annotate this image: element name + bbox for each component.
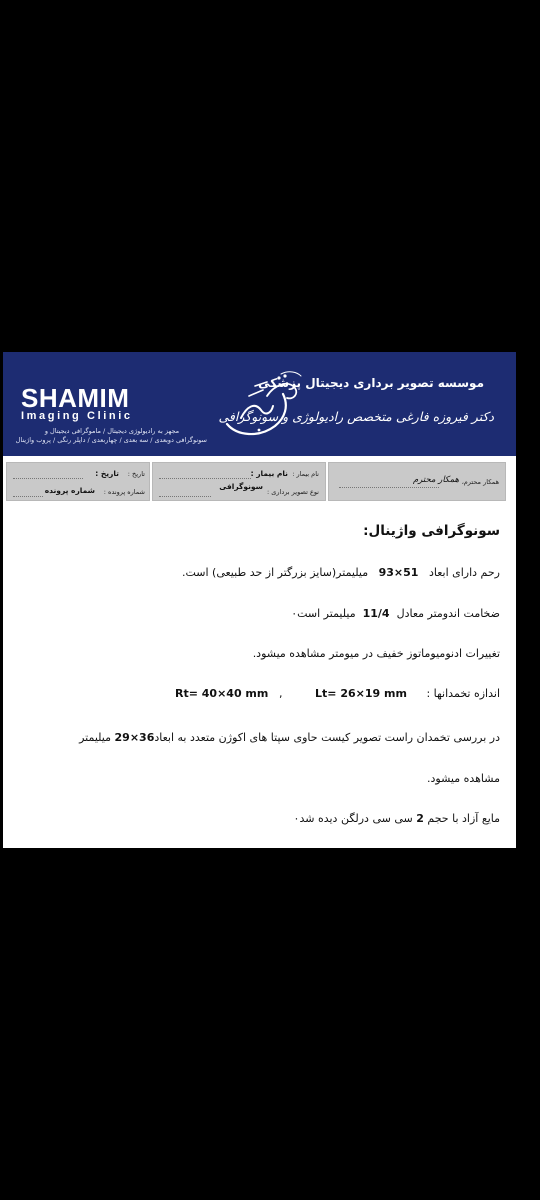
patient-box: [152, 462, 326, 501]
patient-label: نام بیمار :: [292, 470, 319, 478]
date-dotted-line: [13, 478, 83, 479]
ovary-separator: ,: [279, 687, 283, 700]
date-value: تاریخ :: [95, 469, 119, 478]
imaging-type-label: نوع تصویر برداری :: [267, 488, 319, 496]
cyst-line: [79, 732, 500, 743]
colleague-value: همکار محترم: [412, 475, 459, 485]
colleague-label: همکار محترم،: [461, 478, 499, 486]
uterus-post: میلیمتر(سایز بزرگتر از حد طبیعی) است.: [181, 566, 369, 579]
fluid-pre: مایع آزاد با حجم: [427, 812, 500, 825]
free-fluid-line: [294, 813, 500, 824]
endometrium-line: [291, 608, 500, 619]
institution-name: موسسه تصویر برداری دیجیتال پزشکی: [258, 376, 484, 390]
file-dotted-line: [13, 496, 43, 497]
patient-dotted-line: [159, 478, 251, 479]
ovaries-line: [3, 688, 516, 702]
endometrium-pre: ضخامت اندومتر معادل: [396, 607, 500, 620]
report-document: [3, 352, 516, 848]
services-line-1: مجهز به رادیولوژی دیجیتال / ماموگرافی دیجیتال و: [44, 427, 180, 435]
uterus-dims: 93×51: [378, 566, 419, 579]
clinic-logo-subtitle: Imaging Clinic: [21, 410, 133, 422]
ovary-right-size: Rt= 40×40 mm: [175, 687, 269, 700]
fluid-value: 2: [416, 812, 424, 825]
cyst-pre: در بررسی تخمدان راست تصویر کیست حاوی سپتا های اکوژن متعدد به ابعاد: [154, 731, 500, 744]
imaging-type-value: سونوگرافی: [219, 482, 263, 491]
date-file-box: [6, 462, 150, 501]
file-number-value: شماره پرونده: [44, 486, 95, 495]
fluid-post: سی سی درلگن دیده شد٠: [293, 812, 413, 825]
date-label: تاریخ :: [127, 470, 145, 478]
endometrium-value: 11/4: [362, 607, 390, 620]
imaging-dotted-line: [159, 496, 211, 497]
cyst-dims: 29×36: [114, 731, 155, 744]
clinic-logo-title: SHAMIM: [21, 383, 130, 413]
patient-info-bar: [3, 456, 516, 502]
cyst-post: میلیمتر: [79, 731, 112, 744]
doctor-name: دکتر فیروزه فارغی متخصص رادیولوژی و سونوگرافی: [218, 409, 494, 424]
ovaries-label: اندازه تخمدانها :: [426, 687, 500, 700]
uterus-pre: رحم دارای ابعاد: [428, 566, 500, 579]
services-line-2: سونوگرافی دوبعدی / سه بعدی / چهاربعدی / داپلر رنگی / پروب واژینال: [15, 436, 207, 444]
letterhead: [3, 352, 516, 456]
cyst-line-2: مشاهده میشود.: [427, 772, 500, 785]
report-title: سونوگرافی واژینال:: [363, 523, 500, 539]
adenomyosis-line: تغییرات ادنومیوماتوز خفیف در میومتر مشاهده میشود.: [252, 647, 500, 660]
colleague-dotted-line: [339, 487, 439, 488]
ovary-left-size: Lt= 26×19 mm: [315, 687, 407, 700]
file-number-label: شماره پرونده :: [103, 488, 145, 496]
uterus-line: [182, 567, 500, 578]
colleague-box: [328, 462, 506, 501]
patient-name-label: نام بیمار :: [250, 469, 288, 478]
endometrium-post: میلیمتر است٠: [291, 607, 356, 620]
